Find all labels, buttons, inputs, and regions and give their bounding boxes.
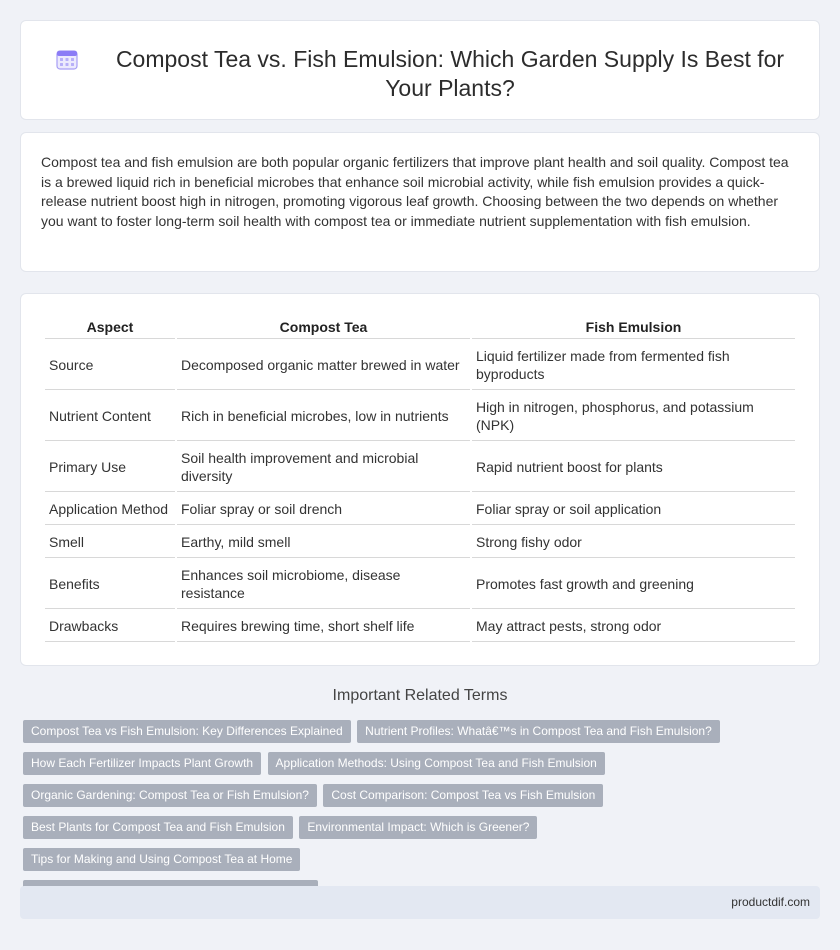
related-term-tag[interactable]: How Each Fertilizer Impacts Plant Growth <box>23 752 261 775</box>
cell-compost-tea: Enhances soil microbiome, disease resistance <box>177 560 470 609</box>
cell-fish-emulsion: High in nitrogen, phosphorus, and potassium (NPK) <box>472 392 795 441</box>
comparison-table <box>43 314 797 644</box>
intro-paragraph: Compost tea and fish emulsion are both popular organic fertilizers that improve plant health and soil quality. Compost tea is a brewed liquid rich in beneficial microbes that enhance soil microbial activity, while fish emulsion provides a quick-release nutrient boost high in nitrogen, promoting vigorous leaf growth. Choosing between the two depends on whether you want to foster long-term soil health with compost tea or immediate nutrient supplementation with fish emulsion. <box>41 154 789 229</box>
header-aspect: Aspect <box>45 316 175 339</box>
related-term-tag[interactable]: Cost Comparison: Compost Tea vs Fish Emulsion <box>323 784 603 807</box>
header-fish-emulsion: Fish Emulsion <box>472 316 795 339</box>
page-title: Compost Tea vs. Fish Emulsion: Which Garden Supply Is Best for Your Plants? <box>115 46 785 101</box>
cell-compost-tea: Rich in beneficial microbes, low in nutrients <box>177 392 470 441</box>
cell-aspect: Smell <box>45 527 175 558</box>
cell-compost-tea: Requires brewing time, short shelf life <box>177 611 470 642</box>
related-terms-title: Important Related Terms <box>332 687 508 704</box>
cell-fish-emulsion: May attract pests, strong odor <box>472 611 795 642</box>
table-row <box>45 527 795 558</box>
footer-site-link[interactable]: productdif.com <box>731 895 810 909</box>
related-terms-list <box>23 720 823 912</box>
cell-fish-emulsion: Strong fishy odor <box>472 527 795 558</box>
cell-aspect: Primary Use <box>45 443 175 492</box>
table-row <box>45 560 795 609</box>
cell-compost-tea: Decomposed organic matter brewed in water <box>177 341 470 390</box>
related-term-tag[interactable]: Best Plants for Compost Tea and Fish Emulsion <box>23 816 293 839</box>
table-row <box>45 443 795 492</box>
related-term-tag[interactable]: Organic Gardening: Compost Tea or Fish Emulsion? <box>23 784 317 807</box>
cell-compost-tea: Foliar spray or soil drench <box>177 494 470 525</box>
footer <box>20 886 820 919</box>
cell-fish-emulsion: Rapid nutrient boost for plants <box>472 443 795 492</box>
header-card <box>20 20 820 120</box>
cell-fish-emulsion: Liquid fertilizer made from fermented fish byproducts <box>472 341 795 390</box>
cell-compost-tea: Soil health improvement and microbial diversity <box>177 443 470 492</box>
cell-aspect: Nutrient Content <box>45 392 175 441</box>
intro-card <box>20 132 820 272</box>
table-header-row <box>45 316 795 339</box>
cell-aspect: Drawbacks <box>45 611 175 642</box>
related-term-tag[interactable]: Compost Tea vs Fish Emulsion: Key Differences Explained <box>23 720 351 743</box>
related-term-tag[interactable]: Application Methods: Using Compost Tea and Fish Emulsion <box>268 752 605 775</box>
comparison-table-card <box>20 293 820 666</box>
cell-aspect: Application Method <box>45 494 175 525</box>
related-term-tag[interactable]: Nutrient Profiles: Whatâ€™s in Compost Tea and Fish Emulsion? <box>357 720 720 743</box>
cell-fish-emulsion: Foliar spray or soil application <box>472 494 795 525</box>
cell-compost-tea: Earthy, mild smell <box>177 527 470 558</box>
table-row <box>45 392 795 441</box>
table-row <box>45 611 795 642</box>
cell-aspect: Benefits <box>45 560 175 609</box>
related-term-tag[interactable]: Tips for Making and Using Compost Tea at Home <box>23 848 300 871</box>
cell-fish-emulsion: Promotes fast growth and greening <box>472 560 795 609</box>
table-row <box>45 494 795 525</box>
table-row <box>45 341 795 390</box>
cell-aspect: Source <box>45 341 175 390</box>
related-term-tag[interactable]: Environmental Impact: Which is Greener? <box>299 816 537 839</box>
header-compost-tea: Compost Tea <box>177 316 470 339</box>
